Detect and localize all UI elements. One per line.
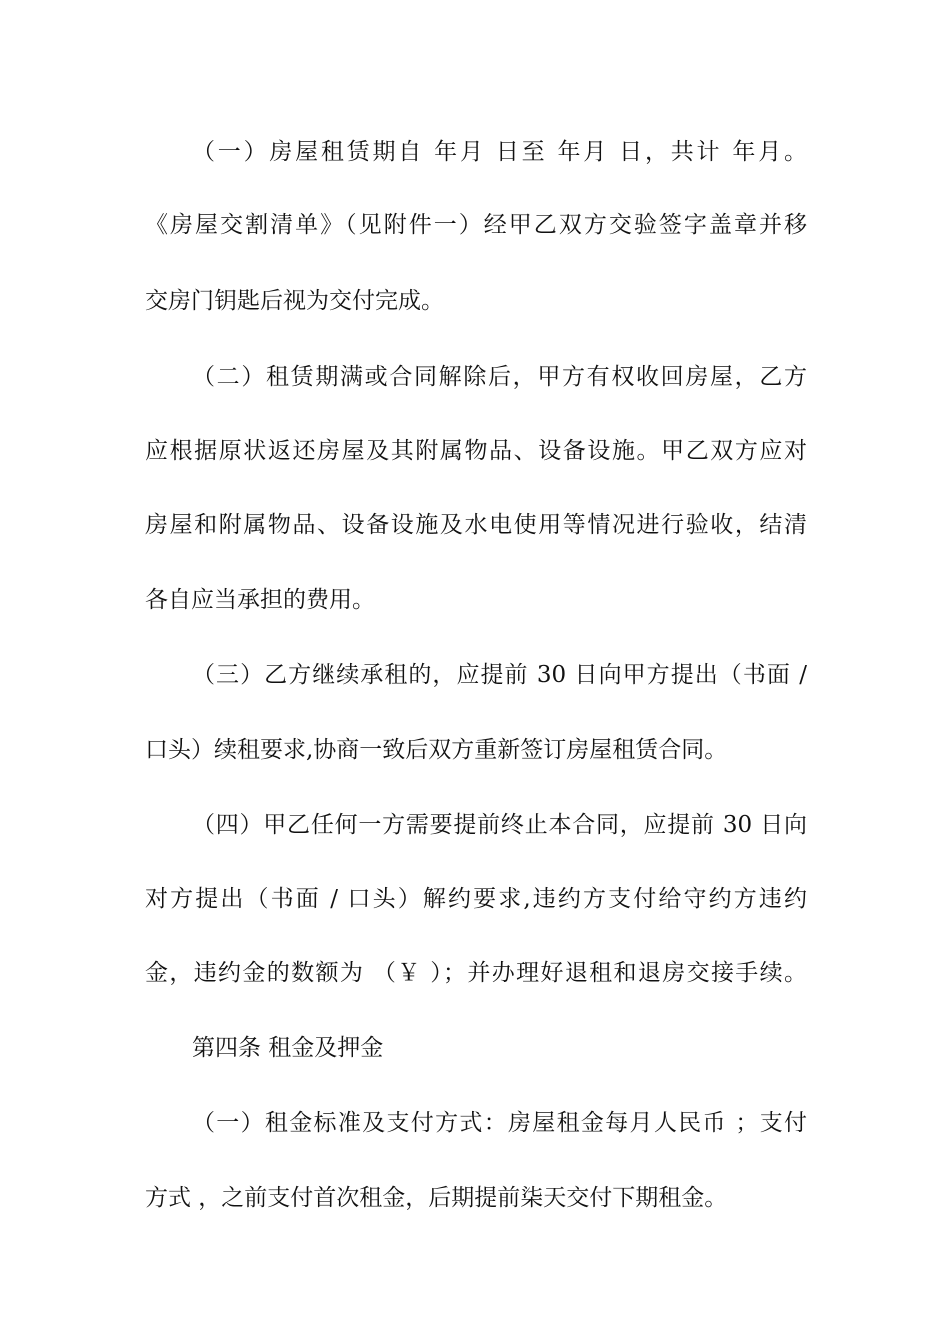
- paragraph-3-line-1: （三）乙方继续承租的，应提前 30 日向甲方提出（书面 /: [192, 662, 807, 688]
- paragraph-1-line-1: （一）房屋租赁期自 年月 日至 年月 日，共计 年月。: [192, 139, 807, 165]
- paragraph-2-line-1: （二）租赁期满或合同解除后，甲方有权收回房屋，乙方: [192, 364, 807, 390]
- paragraph-2-line-4: 各自应当承担的费用。: [145, 587, 375, 613]
- section-heading-article-4: 第四条 租金及押金: [192, 1035, 384, 1061]
- paragraph-5-line-1: （一）租金标准及支付方式：房屋租金每月人民币 ；支付: [192, 1110, 807, 1136]
- paragraph-1-line-3: 交房门钥匙后视为交付完成。: [145, 288, 444, 314]
- paragraph-1-line-2: 《房屋交割清单》（见附件一）经甲乙双方交验签字盖章并移: [145, 212, 807, 238]
- paragraph-4-line-3: 金，违约金的数额为 （￥ ）；并办理好退租和退房交接手续。: [145, 960, 807, 986]
- paragraph-4-line-2: 对方提出（书面 / 口头）解约要求,违约方支付给守约方违约: [145, 886, 807, 912]
- paragraph-3-line-2: 口头）续租要求,协商一致后双方重新签订房屋租赁合同。: [145, 737, 728, 763]
- paragraph-4-line-1: （四）甲乙任何一方需要提前终止本合同，应提前 30 日向: [192, 812, 807, 838]
- paragraph-5-line-2: 方式 ，之前支付首次租金，后期提前柒天交付下期租金。: [145, 1185, 728, 1211]
- paragraph-2-line-2: 应根据原状返还房屋及其附属物品、设备设施。甲乙双方应对: [145, 438, 807, 464]
- paragraph-2-line-3: 房屋和附属物品、设备设施及水电使用等情况进行验收，结清: [145, 512, 807, 538]
